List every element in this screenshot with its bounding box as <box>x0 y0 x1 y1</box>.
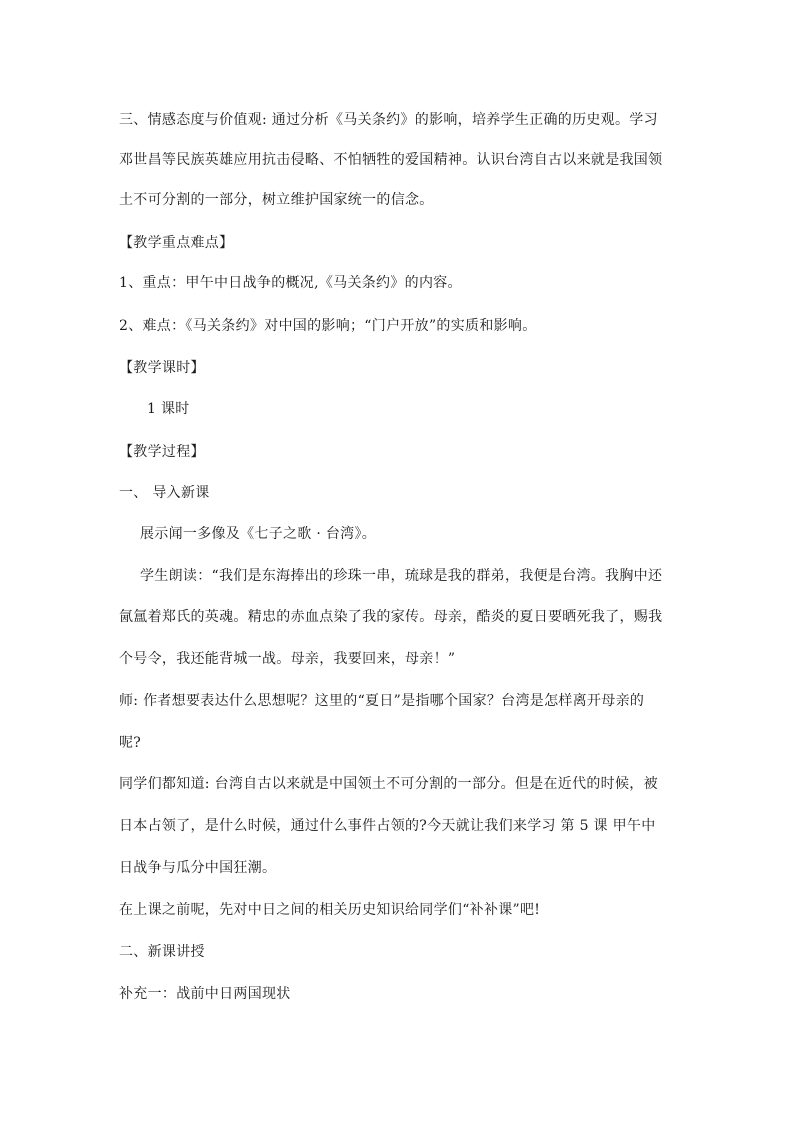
paragraph-line: 1、重点：甲午中日战争的概况,《马关条约》的内容。 <box>119 275 462 291</box>
paragraph-line: 呢? <box>119 735 142 751</box>
subsection-heading: 二、新课讲授 <box>119 944 205 960</box>
paragraph-line: 师: 作者想要表达什么思想呢？这里的“夏日”是指哪个国家？台湾是怎样离开母亲的 <box>119 693 645 709</box>
paragraph-line: 邓世昌等民族英雄应用抗击侵略、不怕牺牲的爱国精神。认识台湾自古以来就是我国领 <box>119 152 663 168</box>
section-heading: 【教学课时】 <box>119 360 205 376</box>
paragraph-line: 氤氲着郑氏的英魂。精忠的赤血点染了我的家传。母亲，酷炎的夏日要晒死我了，赐我 <box>119 609 663 625</box>
paragraph-line: 2、难点：《马关条约》对中国的影响；“门户开放”的实质和影响。 <box>119 318 537 334</box>
paragraph-line: 土不可分割的一部分，树立维护国家统一的信念。 <box>119 192 434 208</box>
paragraph-line: 日本占领了，是什么时候，通过什么事件占领的?今天就让我们来学习 第 5 课 甲午中 <box>119 818 656 834</box>
subsection-heading: 一、 导入新课 <box>119 485 210 501</box>
section-heading: 【教学重点难点】 <box>119 235 234 251</box>
paragraph-line: 补充一：战前中日两国现状 <box>119 986 291 1002</box>
paragraph-line: 日战争与瓜分中国狂潮。 <box>119 860 277 876</box>
paragraph-line: 三、情感态度与价值观: 通过分析《马关条约》的影响，培养学生正确的历史观。学习 <box>119 112 658 128</box>
paragraph-line: 同学们都知道: 台湾自古以来就是中国领土不可分割的一部分。但是在近代的时候，被 <box>119 776 658 792</box>
paragraph-line: 1 课时 <box>147 401 190 417</box>
paragraph-line: 学生朗读：“我们是东海捧出的珍珠一串，琉球是我的群弟，我便是台湾。我胸中还 <box>140 568 663 584</box>
paragraph-line: 在上课之前呢，先对中日之间的相关历史知识给同学们“补补课”吧! <box>119 902 541 918</box>
section-heading: 【教学过程】 <box>119 444 205 460</box>
paragraph-line: 展示闻一多像及《七子之歌 · 台湾》。 <box>140 526 377 542</box>
paragraph-line: 个号令，我还能背城一战。母亲，我要回来，母亲！” <box>119 651 456 667</box>
